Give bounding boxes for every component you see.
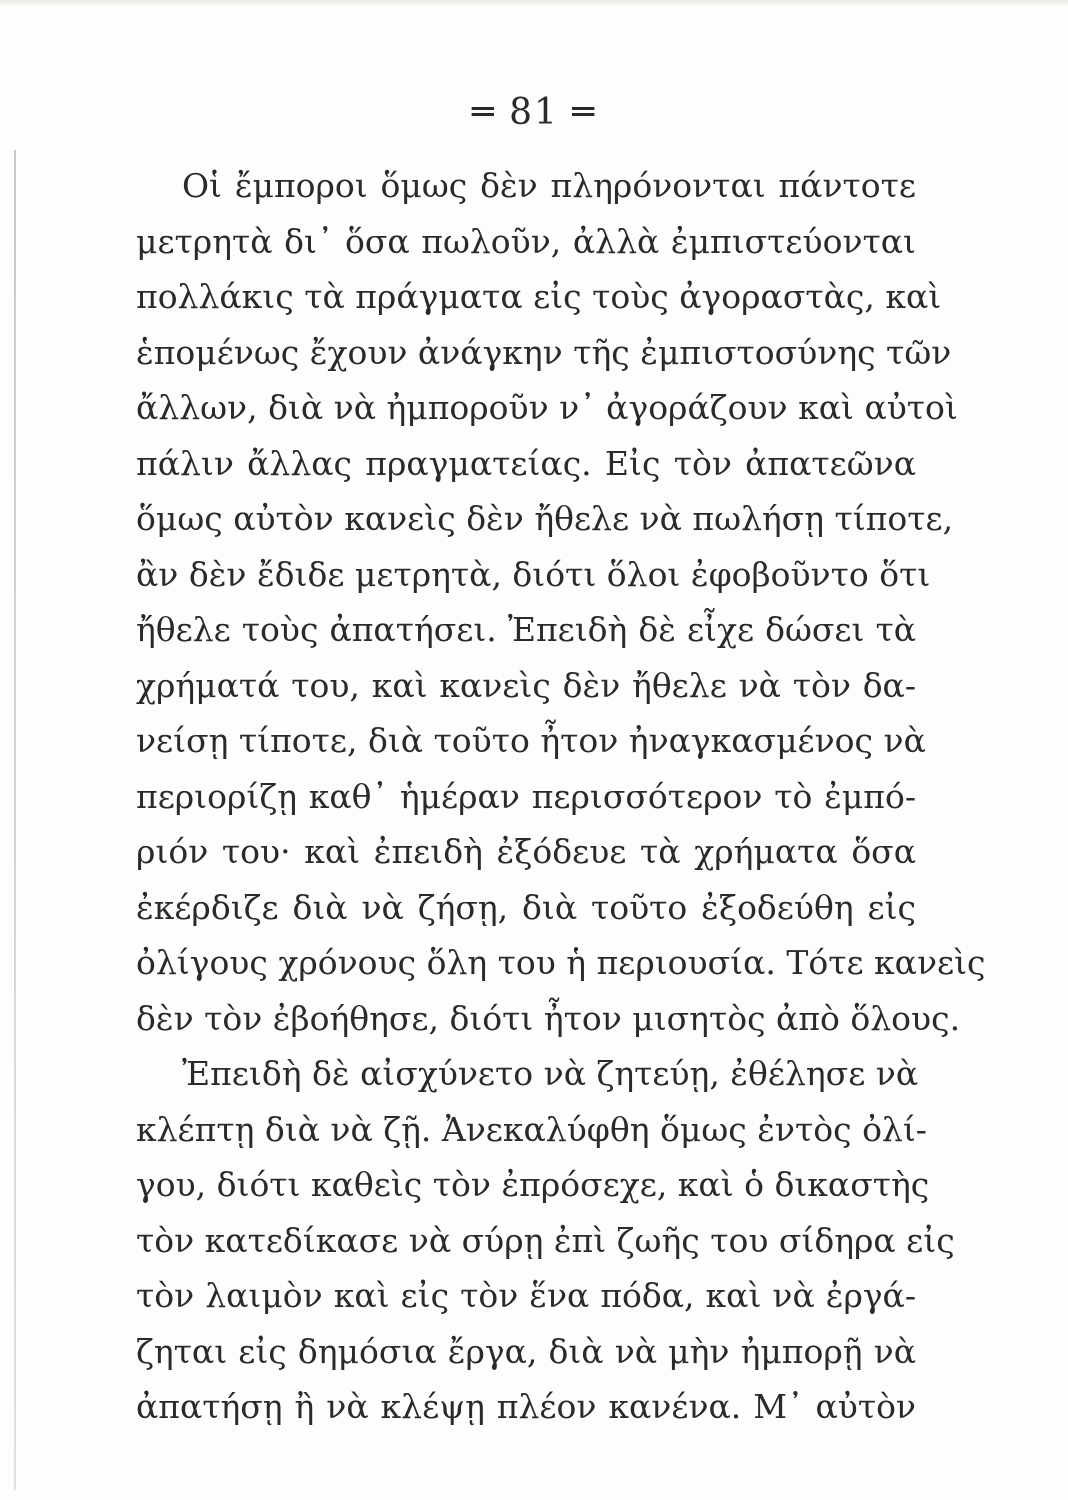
text-line: ζηται εἰς δημόσια ἔργα, διὰ νὰ μὴν ἠμπορῇ νὰ (136, 1331, 916, 1371)
text-line: πολλάκις τὰ πράγματα εἰς τοὺς ἀγοραστὰς, καὶ (136, 277, 942, 316)
text-line: κλέπτῃ διὰ νὰ ζῇ. Ἀνεκαλύφθη ὅμως ἐντὸς ὀλί- (136, 1109, 927, 1149)
text-line: δὲν τὸν ἐβοήθησε, διότι ἦτον μισητὸς ἀπὸ ὅλους. (136, 998, 961, 1038)
page-left-edge (14, 150, 16, 1490)
text-line: Οἱ ἔμποροι ὅμως δὲν πληρόνονται πάντοτε (182, 166, 916, 205)
text-line: γου, διότι καθεὶς τὸν ἐπρόσεχε, καὶ ὁ δικαστὴς (136, 1165, 930, 1204)
text-line: ἄλλων, διὰ νὰ ἠμποροῦν ν᾽ ἀγοράζουν καὶ αὐτοὶ (136, 388, 958, 427)
text-line: χρήματά του, καὶ κανεὶς δὲν ἤθελε νὰ τὸν δα- (136, 665, 916, 705)
text-line: τὸν λαιμὸν καὶ εἰς τὸν ἕνα πόδα, καὶ νὰ ἐργά- (136, 1276, 916, 1315)
page-number-header: ═ 81 ═ (471, 92, 597, 133)
text-line: ἀπατήσῃ ἢ νὰ κλέψῃ πλέον κανένα. Μ᾽ αὐτὸν (136, 1387, 916, 1426)
body-text (136, 158, 986, 1435)
text-line: μετρητὰ δι᾽ ὅσα πωλοῦν, ἀλλὰ ἐμπιστεύονται (136, 221, 916, 261)
text-line: ὅμως αὐτὸν κανεὶς δὲν ἤθελε νὰ πωλήσῃ τίποτε, (136, 499, 954, 538)
text-line: ὀλίγους χρόνους ὅλη του ἡ περιουσία. Τότε κανεὶς (136, 943, 986, 982)
text-line: ἂν δὲν ἔδιδε μετρητὰ, διότι ὅλοι ἐφοβοῦντο ὅτι (136, 554, 931, 594)
text-line: νείσῃ τίποτε, διὰ τοῦτο ἦτον ἠναγκασμένος νὰ (136, 721, 926, 760)
text-line: ἐκέρδιζε διὰ νὰ ζήσῃ, διὰ τοῦτο ἐξοδεύθη εἰς (136, 887, 916, 927)
page-top-edge (0, 0, 1068, 6)
text-line: Ἐπειδὴ δὲ αἰσχύνετο νὰ ζητεύῃ, ἐθέλησε νὰ (182, 1054, 919, 1093)
text-line: τὸν κατεδίκασε νὰ σύρῃ ἐπὶ ζωῆς του σίδηρα εἰς (136, 1220, 955, 1260)
text-line: ἑπομένως ἔχουν ἀνάγκην τῆς ἐμπιστοσύνης τῶν (136, 332, 952, 372)
text-line: περιορίζῃ καθ᾽ ἡμέραν περισσότερον τὸ ἐμπό- (136, 776, 916, 816)
text-line: ἤθελε τοὺς ἀπατήσει. Ἐπειδὴ δὲ εἶχε δώσει τὰ (136, 610, 916, 649)
text-line: πάλιν ἄλλας πραγματείας. Εἰς τὸν ἀπατεῶνα (136, 443, 916, 483)
text-line: ριόν του· καὶ ἐπειδὴ ἐξόδευε τὰ χρήματα ὅσα (136, 832, 916, 871)
